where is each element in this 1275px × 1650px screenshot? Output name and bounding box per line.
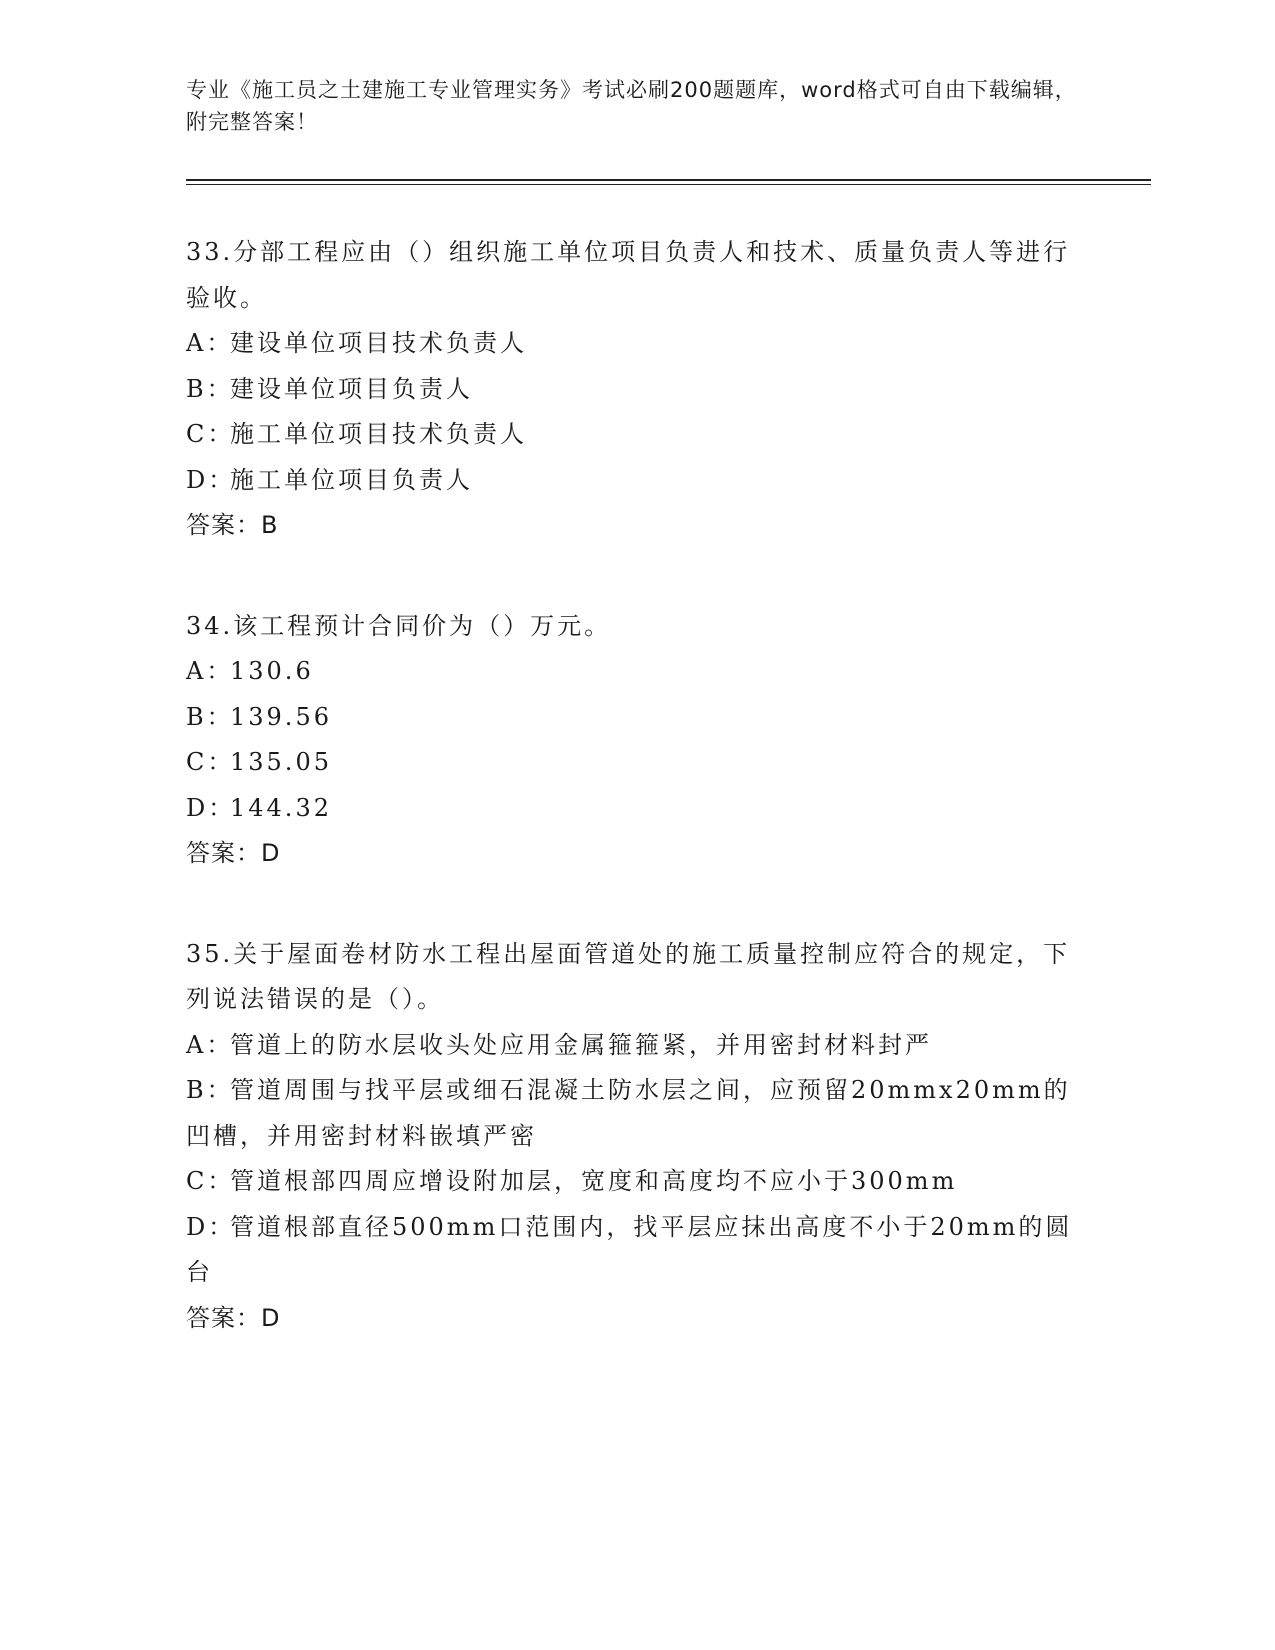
question-34: [186, 604, 1086, 877]
option-b: [186, 367, 1086, 413]
answer: 答案：B: [186, 511, 279, 539]
option-text: 施工单位项目负责人: [230, 465, 473, 494]
document-header: 专业《施工员之土建施工专业管理实务》考试必刷200题题库，word格式可自由下载编辑，附完整答案！: [186, 78, 1077, 134]
option-text: 管道根部直径500mm口范围内，找平层应抹出高度不小于20mm的圆台: [186, 1212, 1073, 1286]
option-c: [186, 1159, 1086, 1205]
answer: 答案：D: [186, 1303, 281, 1332]
option-text: 建设单位项目负责人: [230, 374, 473, 403]
option-c: [186, 740, 1086, 786]
option-b: [186, 695, 1086, 741]
option-text: 135.05: [230, 748, 332, 776]
option-a: [186, 321, 1086, 367]
option-key: C：: [186, 420, 235, 448]
question-list: [186, 230, 1086, 1396]
option-a: [186, 1023, 1086, 1069]
option-key: A：: [186, 329, 234, 357]
question-stem: 33.分部工程应由（）组织施工单位项目负责人和技术、质量负责人等进行验收。: [186, 238, 1071, 312]
option-key: C：: [186, 1167, 235, 1195]
question-stem: 34.该工程预计合同价为（）万元。: [186, 611, 612, 640]
option-a: [186, 649, 1086, 695]
option-text: 建设单位项目技术负责人: [230, 329, 527, 357]
option-key: A：: [186, 1030, 234, 1059]
header-rule-thick: [186, 179, 1151, 181]
question-stem: 35.关于屋面卷材防水工程出屋面管道处的施工质量控制应符合的规定，下列说法错误的是（）。: [186, 939, 1071, 1013]
option-text: 施工单位项目技术负责人: [230, 420, 527, 448]
option-key: C：: [186, 748, 235, 776]
option-key: D：: [186, 793, 236, 822]
option-key: D：: [186, 1212, 236, 1241]
option-d: [186, 458, 1086, 504]
option-d: [186, 1205, 1086, 1296]
option-text: 139.56: [230, 702, 332, 731]
question-35: [186, 932, 1086, 1342]
option-text: 144.32: [230, 793, 332, 822]
option-text: 管道周围与找平层或细石混凝土防水层之间，应预留20mmx20mm的凹槽，并用密封材料嵌填严密: [186, 1076, 1071, 1150]
option-text: 管道根部四周应增设附加层，宽度和高度均不应小于300mm: [230, 1167, 958, 1195]
option-key: B：: [186, 702, 234, 731]
question-33: [186, 230, 1086, 549]
option-text: 管道上的防水层收头处应用金属箍箍紧，并用密封材料封严: [230, 1030, 932, 1059]
option-key: A：: [186, 657, 234, 685]
option-key: B：: [186, 1076, 234, 1104]
option-key: B：: [186, 374, 234, 403]
option-d: [186, 786, 1086, 832]
option-c: [186, 412, 1086, 458]
answer: 答案：D: [186, 839, 281, 867]
option-b: [186, 1068, 1086, 1159]
header-rule-thin: [186, 184, 1151, 185]
option-text: 130.6: [230, 657, 314, 685]
option-key: D：: [186, 465, 236, 494]
